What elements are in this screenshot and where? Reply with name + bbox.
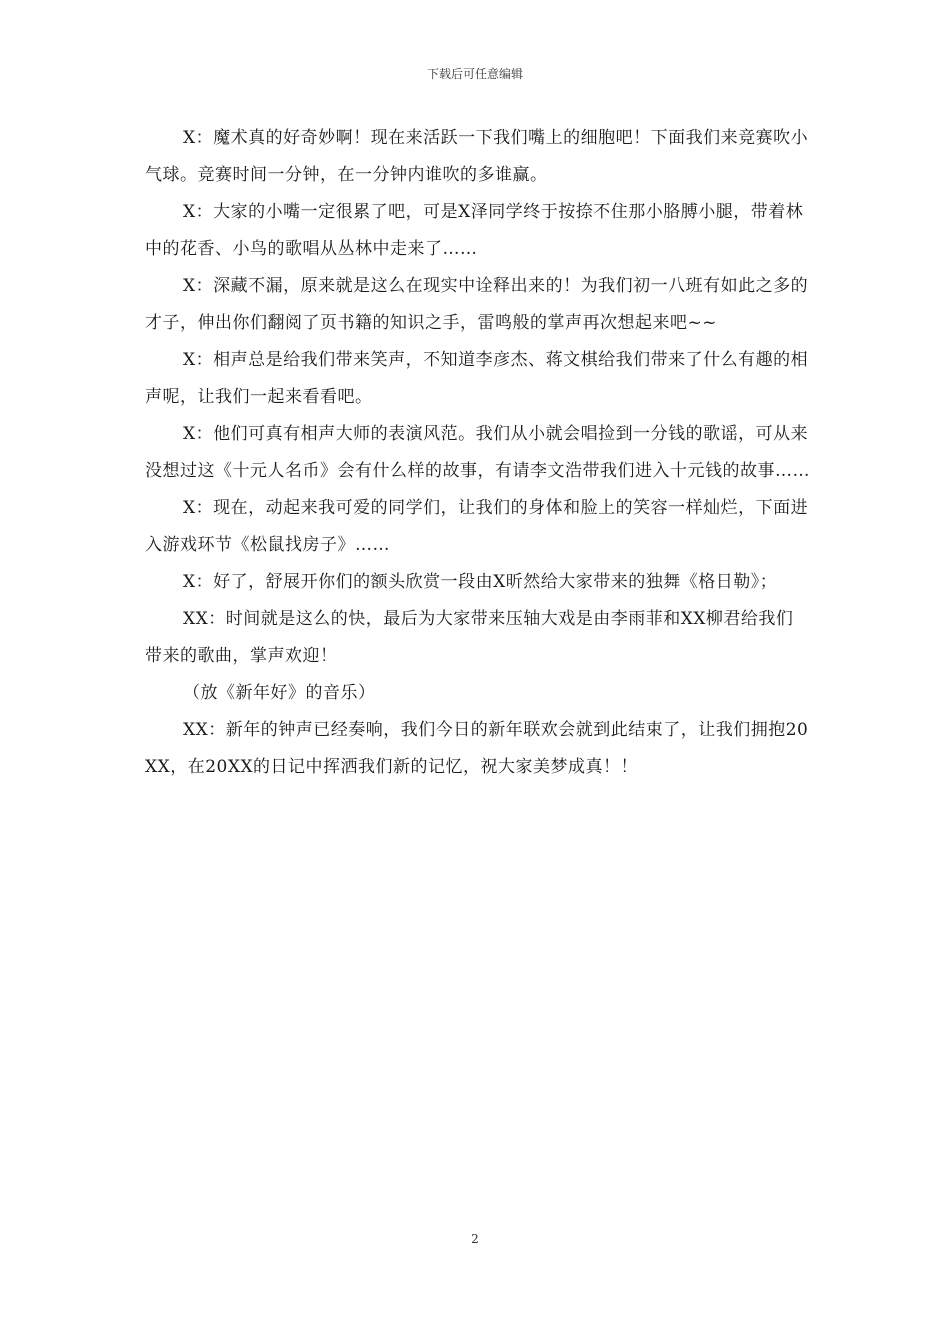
page-header: 下载后可任意编辑 (426, 67, 523, 81)
paragraph: X：深藏不漏，原来就是这么在现实中诠释出来的！为我们初一八班有如此之多的才子，伸出你们翻阅了页书籍的知识之手，雷鸣般的掌声再次想起来吧~~ (145, 276, 809, 333)
paragraph: X：他们可真有相声大师的表演风范。我们从小就会唱捡到一分钱的歌谣，可从来没想过这《十元人名币》会有什么样的故事，有请李文浩带我们进入十元钱的故事…… (145, 424, 810, 481)
paragraph: X：好了，舒展开你们的额头欣赏一段由X昕然给大家带来的独舞《格日勒》； (183, 572, 778, 592)
paragraph: X：大家的小嘴一定很累了吧，可是X泽同学终于按捺不住那小胳膊小腿，带着林中的花香、小鸟的歌唱从丛林中走来了…… (145, 202, 804, 259)
paragraph: （放《新年好》的音乐） (183, 683, 376, 703)
paragraph: XX：新年的钟声已经奏响，我们今日的新年联欢会就到此结束了，让我们拥抱20XX，在20XX的日记中挥洒我们新的记忆，祝大家美梦成真！！ (145, 720, 809, 777)
page-number: 2 (471, 1232, 479, 1246)
paragraph: X：魔术真的好奇妙啊！现在来活跃一下我们嘴上的细胞吧！下面我们来竞赛吹小气球。竞赛时间一分钟，在一分钟内谁吹的多谁赢。 (145, 128, 809, 185)
paragraph: X：现在，动起来我可爱的同学们，让我们的身体和脸上的笑容一样灿烂，下面进入游戏环节《松鼠找房子》…… (145, 498, 809, 555)
document-body (145, 120, 810, 786)
paragraph: X：相声总是给我们带来笑声，不知道李彦杰、蒋文棋给我们带来了什么有趣的相声呢，让我们一起来看看吧。 (145, 350, 809, 407)
paragraph: XX：时间就是这么的快，最后为大家带来压轴大戏是由李雨菲和XX柳君给我们带来的歌曲，掌声欢迎！ (145, 609, 794, 666)
